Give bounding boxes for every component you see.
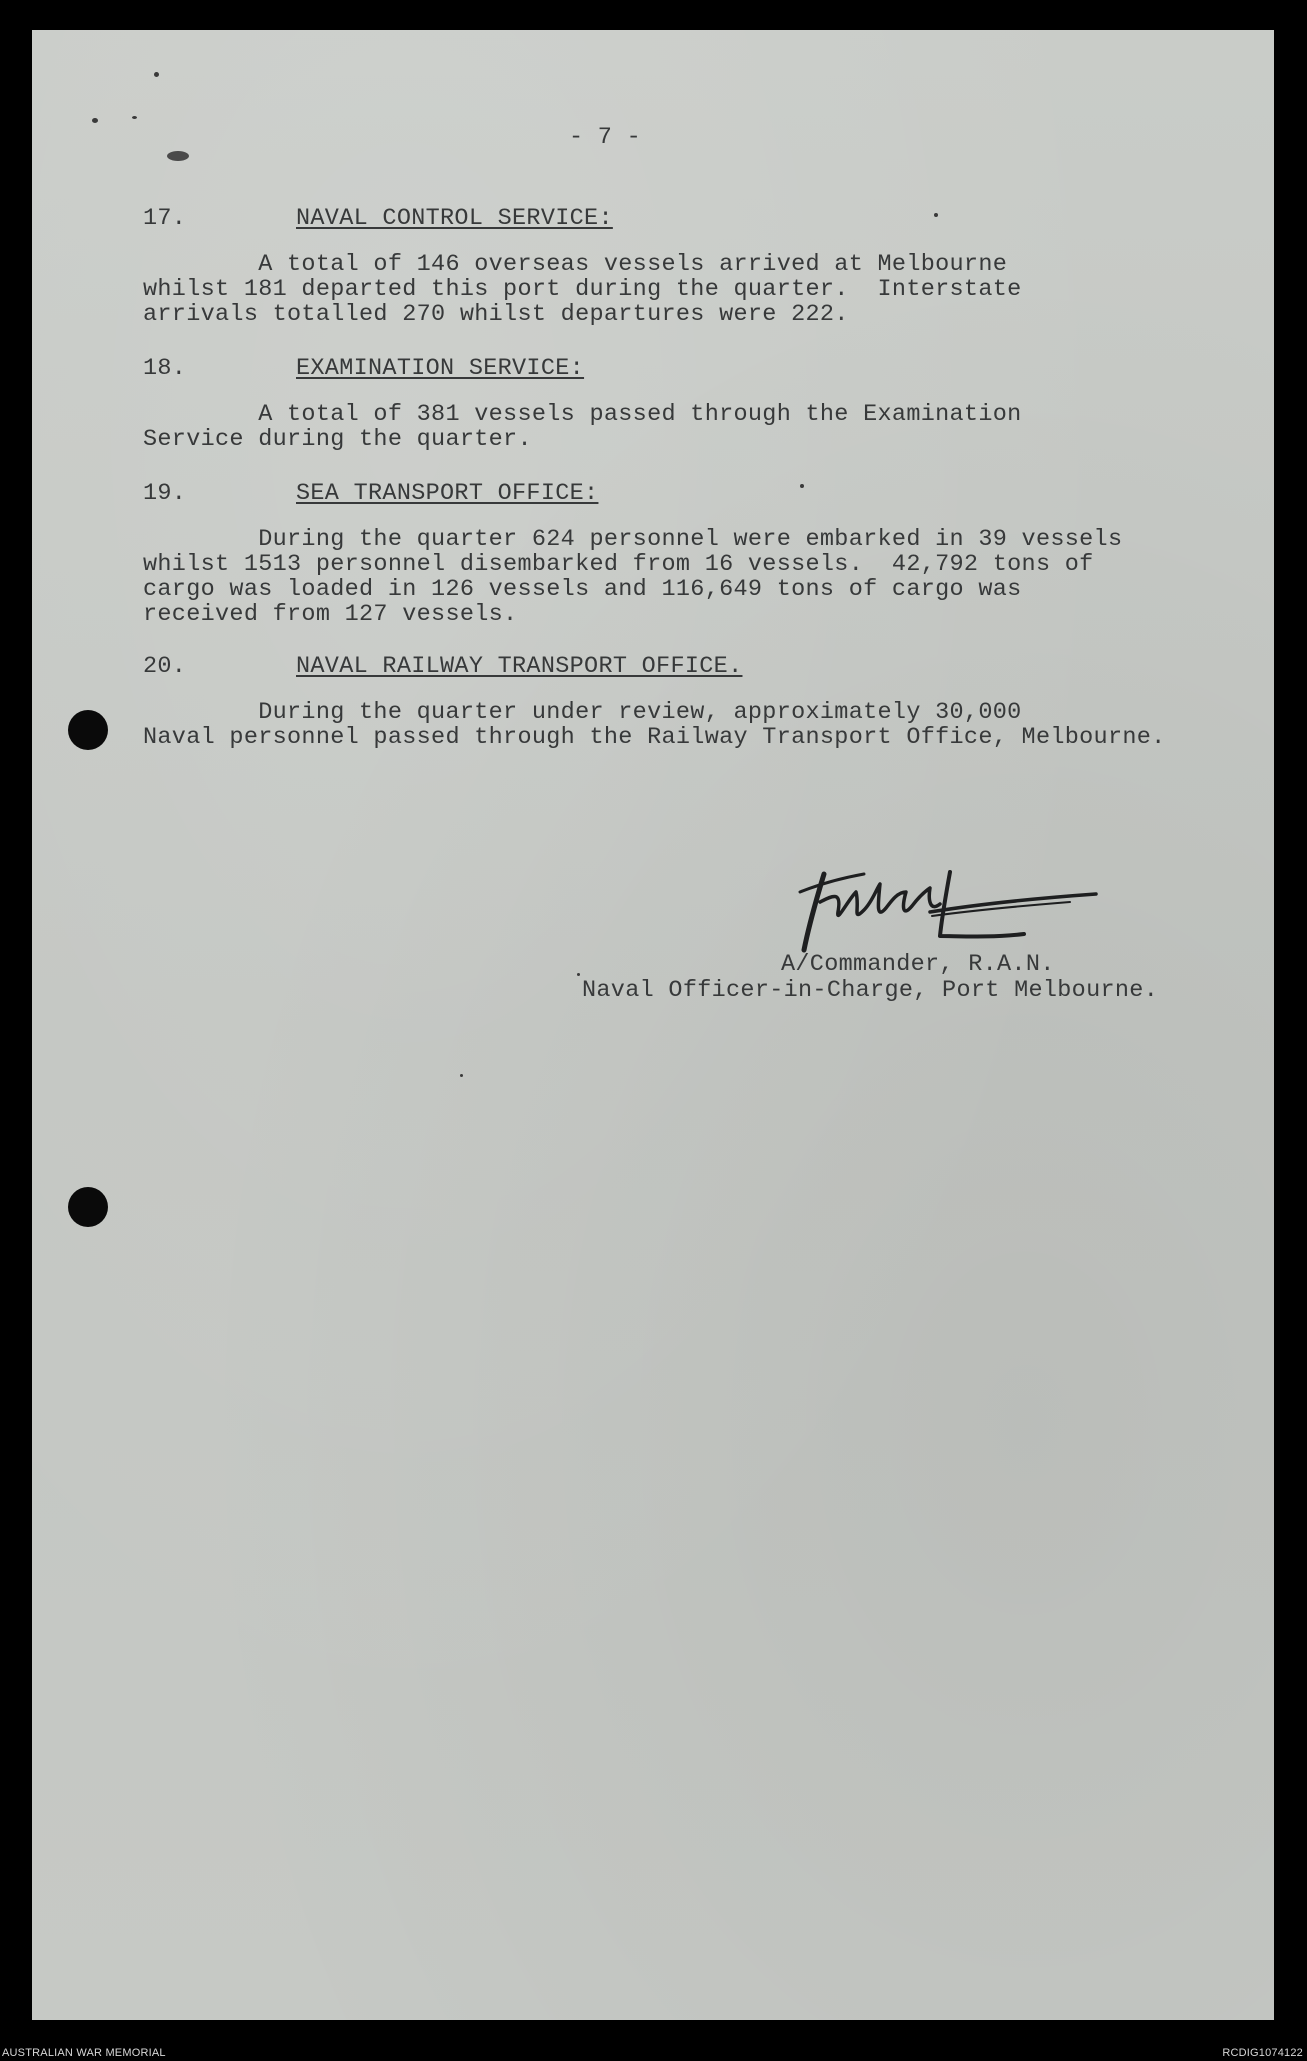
paper-mark	[167, 151, 189, 161]
paper-mark	[460, 1074, 463, 1077]
paper-mark	[934, 213, 938, 217]
section-number: 19.	[143, 480, 187, 507]
punch-hole-top	[68, 710, 108, 750]
section-number: 17.	[143, 205, 187, 232]
section-body: A total of 146 overseas vessels arrived at Melbourne whilst 181 departed this port during the quarter. Interstate arrivals totalled 270 whilst departures were 222.	[143, 251, 1022, 328]
paper-mark	[800, 484, 804, 488]
archive-identifier: RCDIG1074122	[1222, 2047, 1303, 2059]
section-heading: SEA TRANSPORT OFFICE:	[296, 480, 599, 507]
archive-credit: AUSTRALIAN WAR MEMORIAL	[2, 2047, 166, 2059]
section-body: During the quarter under review, approximately 30,000 Naval personnel passed through the Railway Transport Office, Melbourne.	[143, 699, 1166, 751]
handwritten-signature	[780, 862, 1110, 962]
signature-rank: A/Commander, R.A.N.	[781, 951, 1055, 978]
section-body: A total of 381 vessels passed through the Examination Service during the quarter.	[143, 401, 1022, 453]
section-body: During the quarter 624 personnel were embarked in 39 vessels whilst 1513 personnel disembarked from 16 vessels. 42,792 tons of cargo was loaded in 126 vessels and 116,649 tons of cargo was received from 127 vessels.	[143, 526, 1123, 628]
section-number: 18.	[143, 355, 187, 382]
paper-mark	[154, 72, 159, 77]
signature-title: Naval Officer-in-Charge, Port Melbourne.	[582, 977, 1159, 1004]
document-page	[32, 30, 1274, 2020]
paper-mark	[132, 116, 137, 119]
section-heading: EXAMINATION SERVICE:	[296, 355, 585, 382]
page-number: - 7 -	[569, 124, 642, 151]
paper-mark	[92, 118, 98, 123]
paper-mark	[577, 973, 580, 976]
section-heading: NAVAL CONTROL SERVICE:	[296, 205, 613, 232]
section-heading: NAVAL RAILWAY TRANSPORT OFFICE.	[296, 653, 743, 680]
section-number: 20.	[143, 653, 187, 680]
punch-hole-bottom	[68, 1187, 108, 1227]
